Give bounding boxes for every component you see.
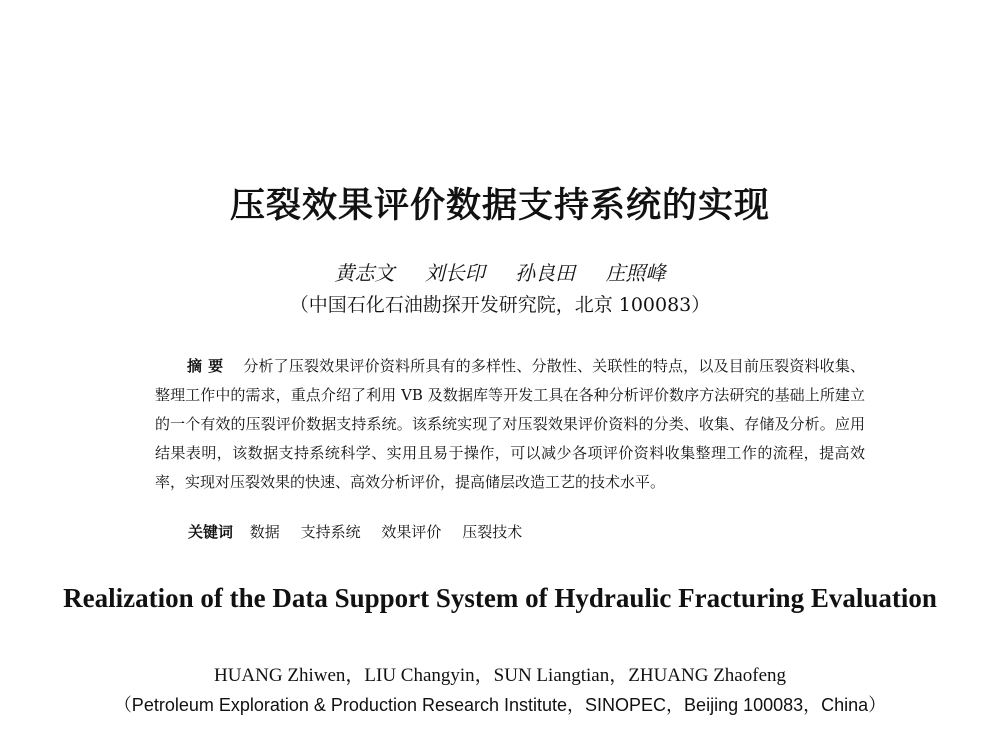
author-name: 黄志文: [334, 261, 395, 285]
english-title: Realization of the Data Support System of Hydraulic Fracturing Evaluation: [63, 583, 937, 613]
english-authors: HUANG Zhiwen，LIU Changyin，SUN Liangtian，ZHUANG Zhaofeng: [213, 665, 786, 686]
author-name: 庄照峰: [605, 261, 666, 285]
keywords: [188, 519, 868, 545]
keyword: 压裂技术: [462, 523, 523, 541]
english-affiliation: （Petroleum Exploration & Production Research Institute，SINOPEC，Beijing 100083，China）: [113, 695, 887, 715]
author-name: 刘长印: [424, 261, 485, 285]
chinese-title: 压裂效果评价数据支持系统的实现: [229, 185, 770, 226]
keywords-label: 关键词: [188, 523, 234, 541]
keyword: 数据: [249, 523, 280, 541]
chinese-affiliation: （中国石化石油勘探开发研究院，北京 100083）: [289, 294, 711, 316]
abstract-label: 摘要: [187, 357, 230, 375]
author-name: 孙良田: [515, 261, 576, 285]
chinese-authors: [0, 257, 1000, 286]
abstract-text: 分析了压裂效果评价资料所具有的多样性、分散性、关联性的特点，以及目前压裂资料收集、整理工作中的需求，重点介绍了利用 VB 及数据库等开发工具在各种分析评价数序方法研究的基础上所建立的一个有效的压裂评价数据支持系统。该系统实现了对压裂效果评价资料的分类、收集、存储及分析。应用结果表明，该数据支持系统科学、实用且易于操作，可以减少各项评价资料收集整理工作的流程，提高效率，实现对压裂效果的快速、高效分析评价，提高储层改造工艺的技术水平。: [155, 357, 865, 491]
keyword: 支持系统: [300, 523, 361, 541]
keyword: 效果评价: [381, 523, 442, 541]
abstract: [155, 352, 865, 497]
